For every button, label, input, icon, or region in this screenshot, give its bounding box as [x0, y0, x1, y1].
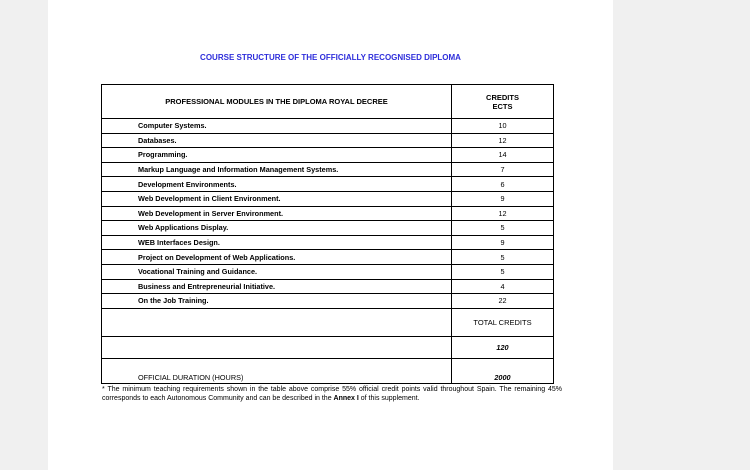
table-row	[102, 221, 554, 236]
footnote-text-end: of this supplement.	[358, 394, 420, 402]
module-credits: 9	[452, 235, 554, 250]
table-row	[102, 177, 554, 192]
duration-value: 2000	[452, 358, 554, 383]
footnote	[102, 386, 562, 403]
module-credits: 6	[452, 177, 554, 192]
table-row	[102, 250, 554, 265]
module-credits: 10	[452, 119, 554, 134]
total-credits-value: 120	[452, 336, 554, 358]
module-name: WEB Interfaces Design.	[102, 235, 452, 250]
credits-header-line1: CREDITS	[486, 92, 519, 102]
table-row	[102, 206, 554, 221]
table-row	[102, 294, 554, 309]
module-credits: 7	[452, 162, 554, 177]
modules-column-header: PROFESSIONAL MODULES IN THE DIPLOMA ROYAL DECREE	[102, 85, 452, 119]
module-credits: 5	[452, 264, 554, 279]
table-row	[102, 191, 554, 206]
module-name: Development Environments.	[102, 177, 452, 192]
document-title: COURSE STRUCTURE OF THE OFFICIALLY RECOGNISED DIPLOMA	[200, 53, 461, 62]
module-rows	[102, 119, 554, 309]
module-credits: 22	[452, 294, 554, 309]
table-row	[102, 148, 554, 163]
module-credits: 5	[452, 221, 554, 236]
total-credits-label: TOTAL CREDITS	[452, 308, 554, 336]
module-name: Business and Entrepreneurial Initiative.	[102, 279, 452, 294]
total-credits-label-row	[102, 308, 554, 336]
module-credits: 12	[452, 133, 554, 148]
empty-cell	[102, 336, 452, 358]
module-name: Web Development in Server Environment.	[102, 206, 452, 221]
credits-header-line2: ECTS	[492, 101, 513, 111]
module-name: Programming.	[102, 148, 452, 163]
credits-column-header	[452, 85, 554, 119]
module-credits: 12	[452, 206, 554, 221]
table-row	[102, 162, 554, 177]
module-name: Markup Language and Information Management Systems.	[102, 162, 452, 177]
footnote-text: * The minimum teaching requirements shown in the table above comprise 55% official credit points valid throughout Spain. The remaining 45% corresponds to each Autonomous Community and can be described in the	[102, 386, 562, 402]
duration-row	[102, 358, 554, 383]
empty-cell	[102, 308, 452, 336]
module-name: Computer Systems.	[102, 119, 452, 134]
module-name: On the Job Training.	[102, 294, 452, 309]
module-credits: 9	[452, 191, 554, 206]
table-row	[102, 235, 554, 250]
total-credits-value-row	[102, 336, 554, 358]
table-row	[102, 279, 554, 294]
module-name: Databases.	[102, 133, 452, 148]
document-page	[48, 0, 613, 470]
duration-label: OFFICIAL DURATION (HOURS)	[102, 358, 452, 383]
table-row	[102, 119, 554, 134]
annex-reference: Annex I	[333, 394, 359, 402]
module-name: Web Development in Client Environment.	[102, 191, 452, 206]
table-header-row	[102, 85, 554, 119]
module-credits: 14	[452, 148, 554, 163]
module-name: Web Applications Display.	[102, 221, 452, 236]
table-row	[102, 264, 554, 279]
module-name: Project on Development of Web Applications.	[102, 250, 452, 265]
module-credits: 5	[452, 250, 554, 265]
table-row	[102, 133, 554, 148]
module-credits: 4	[452, 279, 554, 294]
module-name: Vocational Training and Guidance.	[102, 264, 452, 279]
course-structure-table	[101, 84, 554, 384]
